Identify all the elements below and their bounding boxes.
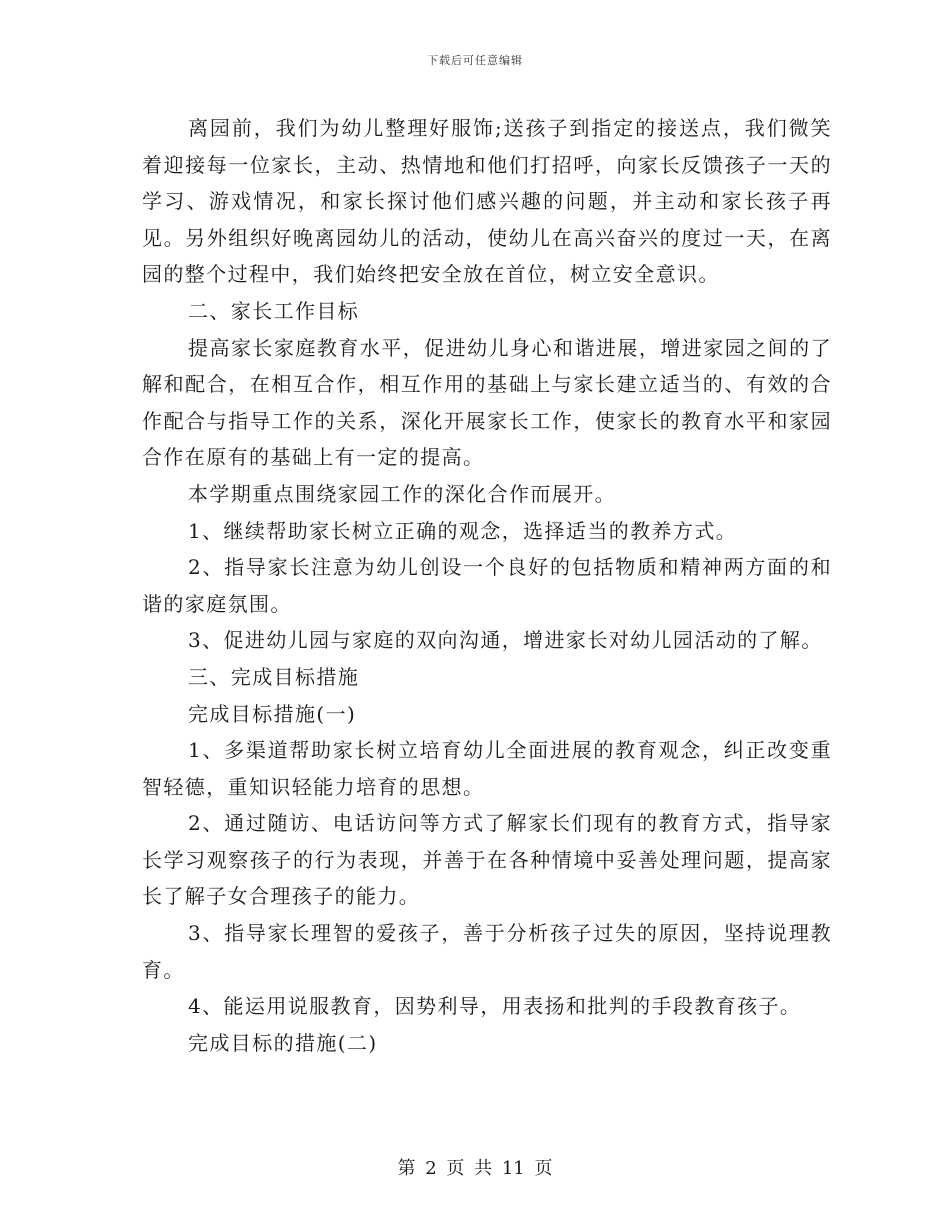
- page-number-footer: 第 2 页 共 11 页: [397, 1158, 553, 1179]
- subheading-measures-1: 完成目标措施(一): [188, 701, 357, 726]
- paragraph-departure: 离园前，我们为幼儿整理好服饰;送孩子到指定的接送点，我们微笑着迎接每一位家长，主动、热情地和他们打招呼，向家长反馈孩子一天的学习、游戏情况，和家长探讨他们感兴趣的问题，并主动和家长孩子再见。另外组织好晚离园幼儿的活动，使幼儿在高兴奋兴的度过一天，在离园的整个过程中，我们始终把安全放在首位，树立安全意识。: [142, 116, 832, 287]
- page-header: 下载后可任意编辑: [427, 54, 523, 67]
- list-item-goal-3: 3、促进幼儿园与家庭的双向沟通，增进家长对幼儿园活动的了解。: [188, 628, 823, 653]
- list-item-measure-4: 4、能运用说服教育，因势利导，用表扬和批判的手段教育孩子。: [188, 994, 802, 1019]
- list-item-measure-3: 3、指导家长理智的爱孩子，善于分析孩子过失的原因，坚持说理教育。: [142, 921, 832, 982]
- list-item-measure-1: 1、多渠道帮助家长树立培育幼儿全面进展的教育观念，纠正改变重智轻德，重知识轻能力培育的思想。: [142, 738, 832, 799]
- list-item-goal-1: 1、继续帮助家长树立正确的观念，选择适当的教养方式。: [188, 518, 738, 543]
- list-item-goal-2: 2、指导家长注意为幼儿创设一个良好的包括物质和精神两方面的和谐的家庭氛围。: [142, 555, 832, 616]
- subheading-measures-2: 完成目标的措施(二): [188, 1030, 378, 1055]
- heading-parent-work-goals: 二、家长工作目标: [188, 298, 360, 323]
- document-body: [142, 110, 832, 1061]
- paragraph-goals-intro: 提高家长家庭教育水平，促进幼儿身心和谐进展，增进家园之间的了解和配合，在相互合作，相互作用的基础上与家长建立适当的、有效的合作配合与指导工作的关系，深化开展家长工作，使家长的教育水平和家园合作在原有的基础上有一定的提高。: [142, 335, 832, 470]
- paragraph-semester-focus: 本学期重点围绕家园工作的深化合作而展开。: [188, 481, 616, 506]
- heading-measures: 三、完成目标措施: [188, 664, 360, 689]
- list-item-measure-2: 2、通过随访、电话访问等方式了解家长们现有的教育方式，指导家长学习观察孩子的行为表现，并善于在各种情境中妥善处理问题，提高家长了解子女合理孩子的能力。: [142, 811, 832, 909]
